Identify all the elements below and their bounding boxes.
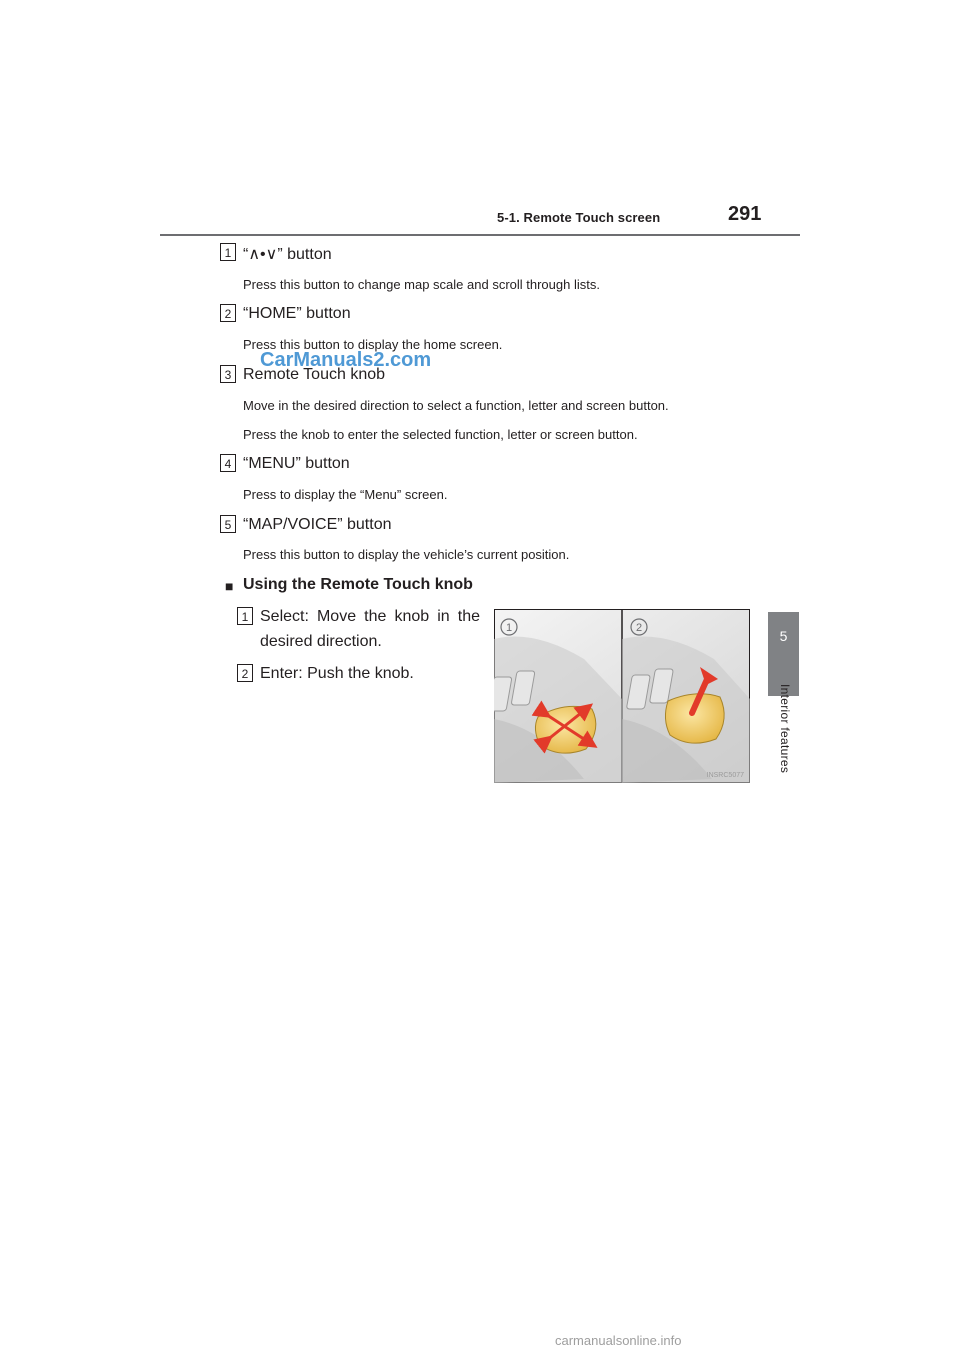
figure-panel-2-label: 2	[635, 622, 643, 634]
header-divider	[160, 234, 800, 236]
knob-section-heading: Using the Remote Touch knob	[243, 576, 473, 593]
item-number-1: 1	[220, 243, 236, 261]
step-number-1: 1	[237, 607, 253, 625]
heading-square-icon: ■	[225, 578, 234, 594]
remote-touch-figure	[494, 609, 750, 783]
item-number-4: 4	[220, 454, 236, 472]
item-desc-1: Press this button to change map scale and scroll through lists.	[243, 277, 600, 292]
watermark-top: CarManuals2.com	[260, 349, 432, 371]
chapter-number: 5	[779, 628, 788, 644]
page-number: 291	[728, 203, 762, 225]
step-1-line1: Select: Move the knob in the	[260, 608, 480, 625]
item-desc-3b: Press the knob to enter the selected function, letter or screen button.	[243, 427, 638, 442]
chapter-title: Interior features	[778, 684, 792, 774]
figure-panel-1-label: 1	[505, 622, 513, 634]
item-desc-4: Press to display the “Menu” screen.	[243, 487, 448, 502]
item-desc-5: Press this button to display the vehicle’s current position.	[243, 547, 570, 562]
item-title-3: Remote Touch knob	[243, 366, 386, 383]
figure-code: INSRC5077	[706, 772, 744, 779]
item-desc-3a: Move in the desired direction to select a function, letter and screen button.	[243, 398, 669, 413]
watermark-bottom: carmanualsonline.info	[555, 1333, 682, 1348]
item-desc-2: Press this button to display the home screen.	[243, 337, 503, 352]
item-number-5: 5	[220, 515, 236, 533]
step-2-text: Enter: Push the knob.	[260, 665, 414, 682]
item-title-4: “MENU” button	[243, 455, 350, 472]
item-number-3: 3	[220, 365, 236, 383]
item-title-1: “∧•∨” button	[243, 246, 332, 263]
step-number-2: 2	[237, 664, 253, 682]
item-title-2: “HOME” button	[243, 305, 351, 322]
item-number-2: 2	[220, 304, 236, 322]
section-title: 5-1. Remote Touch screen	[497, 210, 661, 225]
step-1-line2: desired direction.	[260, 633, 382, 650]
item-title-5: “MAP/VOICE” button	[243, 516, 392, 533]
